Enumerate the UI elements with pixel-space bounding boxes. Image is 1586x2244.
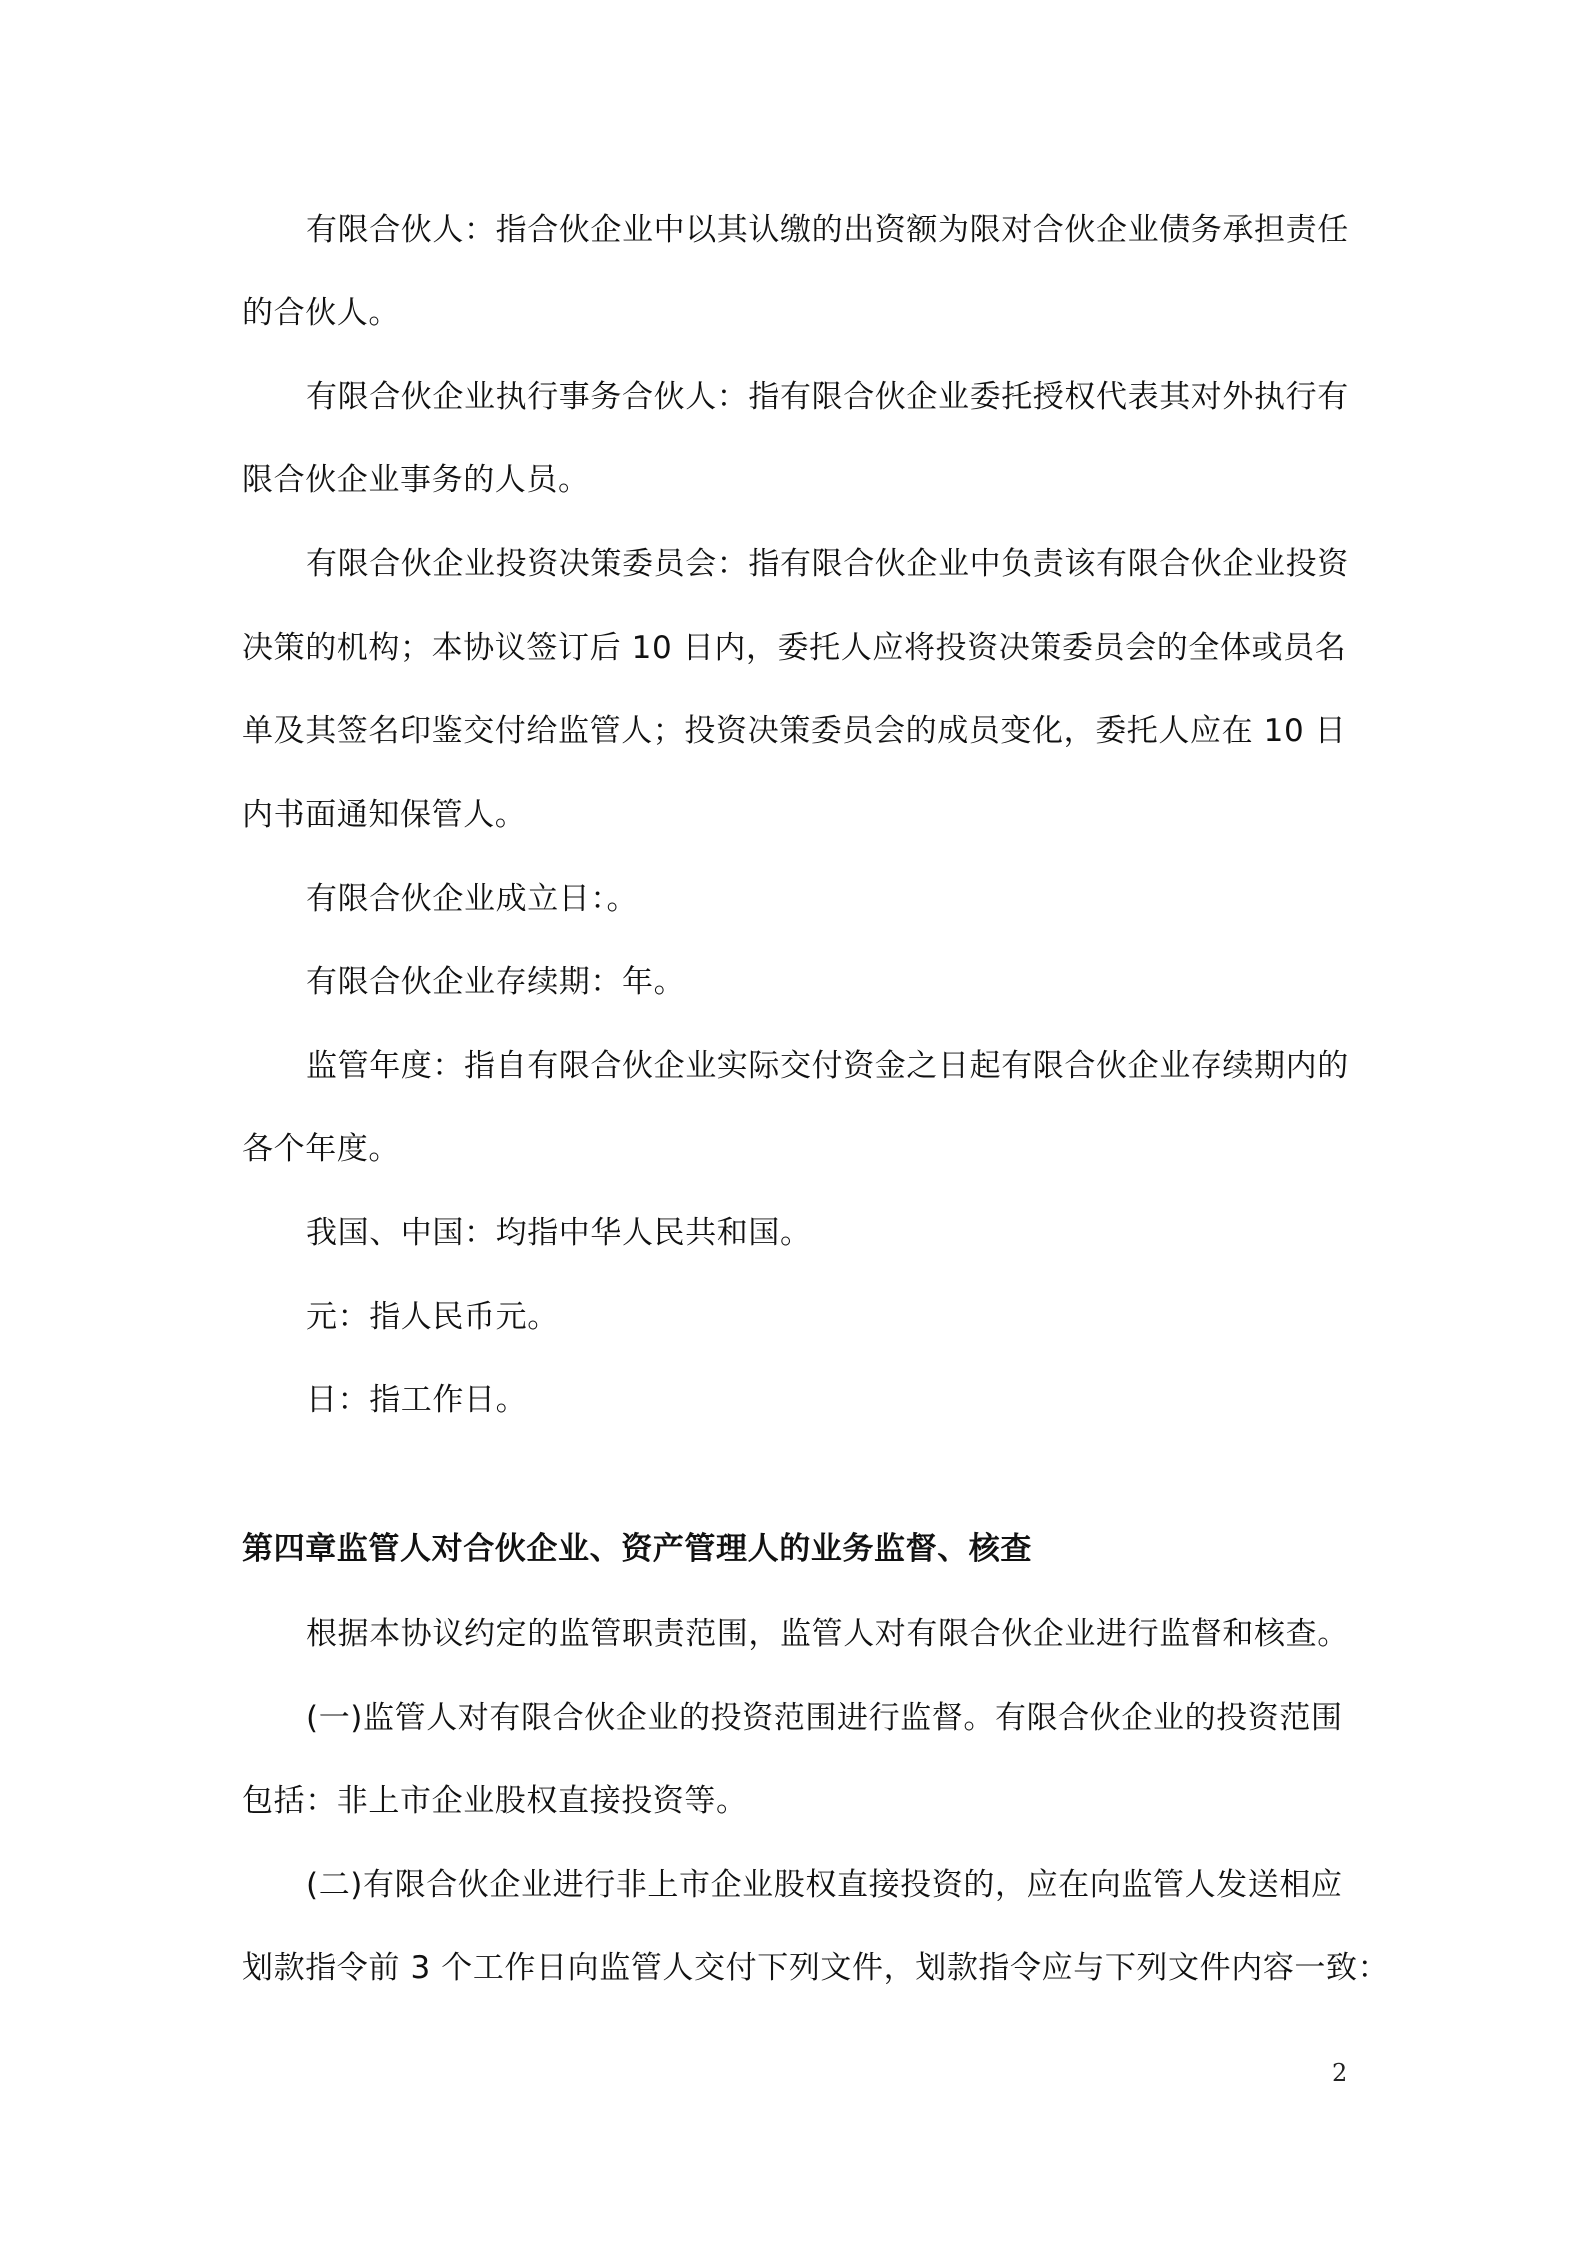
paragraph-line: 元：指人民币元。	[306, 1299, 559, 1335]
paragraph-line: 限合伙企业事务的人员。	[242, 462, 590, 498]
paragraph-line: 有限合伙人：指合伙企业中以其认缴的出资额为限对合伙企业债务承担责任	[306, 212, 1349, 248]
paragraph-line: 我国、中国：均指中华人民共和国。	[306, 1215, 812, 1251]
paragraph-line: 有限合伙企业存续期：年。	[306, 964, 686, 1000]
paragraph-line: 内书面通知保管人。	[242, 797, 527, 833]
paragraph-line: 有限合伙企业投资决策委员会：指有限合伙企业中负责该有限合伙企业投资	[306, 546, 1349, 582]
paragraph-line: 各个年度。	[242, 1131, 400, 1167]
paragraph-line: 日：指工作日。	[306, 1382, 528, 1418]
paragraph-line: (一)监管人对有限合伙企业的投资范围进行监督。有限合伙企业的投资范围	[306, 1700, 1343, 1736]
paragraph-line: 有限合伙企业执行事务合伙人：指有限合伙企业委托授权代表其对外执行有	[306, 379, 1349, 415]
paragraph-line: 划款指令前 3 个工作日向监管人交付下列文件，划款指令应与下列文件内容一致：	[242, 1950, 1390, 1986]
paragraph-line: 监管年度：指自有限合伙企业实际交付资金之日起有限合伙企业存续期内的	[306, 1048, 1349, 1084]
paragraph-line: 决策的机构；本协议签订后 10 日内，委托人应将投资决策委员会的全体或员名	[242, 630, 1347, 666]
paragraph-line: 单及其签名印鉴交付给监管人；投资决策委员会的成员变化，委托人应在 10 日	[242, 713, 1347, 749]
paragraph-line: 包括：非上市企业股权直接投资等。	[242, 1783, 748, 1819]
paragraph-line: 有限合伙企业成立日：。	[306, 881, 639, 917]
chapter-heading: 第四章监管人对合伙企业、资产管理人的业务监督、核查	[242, 1531, 1032, 1567]
page-number: 2	[1332, 2059, 1348, 2087]
paragraph-line: 根据本协议约定的监管职责范围，监管人对有限合伙企业进行监督和核查。	[306, 1616, 1349, 1652]
paragraph-line: (二)有限合伙企业进行非上市企业股权直接投资的，应在向监管人发送相应	[306, 1867, 1343, 1903]
paragraph-line: 的合伙人。	[242, 295, 400, 331]
